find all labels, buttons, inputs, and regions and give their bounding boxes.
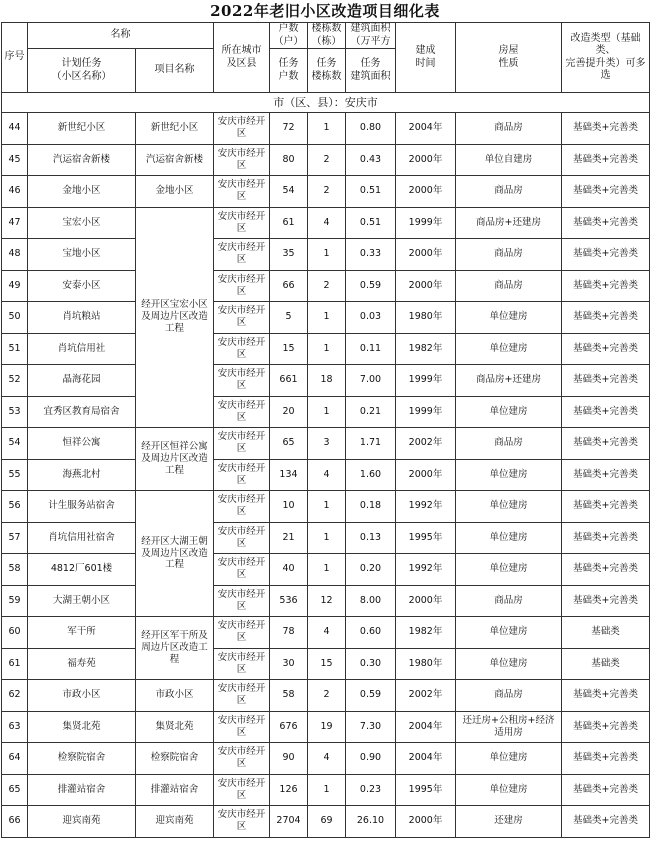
header-type: 改造类型（基础类、 完善提升类）可多选	[562, 23, 650, 93]
cell-plan-task: 排灌站宿舍	[28, 774, 136, 806]
cell-city: 安庆市经开区	[214, 207, 270, 239]
table-row	[2, 428, 650, 460]
cell-year: 1980年	[396, 302, 456, 334]
cell-nature: 单位建房	[456, 459, 562, 491]
cell-type: 基础类+完善类	[562, 774, 650, 806]
cell-project-name: 排灌站宿舍	[136, 774, 214, 806]
cell-seq: 60	[2, 617, 28, 649]
cell-year: 2004年	[396, 113, 456, 145]
cell-households: 536	[270, 585, 308, 617]
cell-year: 2000年	[396, 144, 456, 176]
cell-seq: 57	[2, 522, 28, 554]
cell-seq: 66	[2, 806, 28, 838]
cell-buildings: 2	[308, 270, 346, 302]
cell-area: 0.60	[346, 617, 396, 649]
cell-households: 2704	[270, 806, 308, 838]
cell-area: 0.30	[346, 648, 396, 680]
cell-households: 35	[270, 239, 308, 271]
cell-buildings: 4	[308, 207, 346, 239]
cell-households: 10	[270, 491, 308, 523]
cell-area: 0.90	[346, 743, 396, 775]
cell-plan-task: 金地小区	[28, 176, 136, 208]
cell-households: 78	[270, 617, 308, 649]
cell-city: 安庆市经开区	[214, 333, 270, 365]
header-seq: 序号	[2, 23, 28, 93]
cell-city: 安庆市经开区	[214, 491, 270, 523]
cell-type: 基础类+完善类	[562, 207, 650, 239]
cell-type: 基础类+完善类	[562, 428, 650, 460]
cell-area: 0.59	[346, 270, 396, 302]
cell-type: 基础类+完善类	[562, 491, 650, 523]
cell-year: 1992年	[396, 491, 456, 523]
cell-area: 0.23	[346, 774, 396, 806]
cell-plan-task: 宜秀区教育局宿舍	[28, 396, 136, 428]
table-row	[2, 491, 650, 523]
header-name: 名称	[28, 23, 214, 49]
cell-buildings: 15	[308, 648, 346, 680]
cell-nature: 商品房+还建房	[456, 207, 562, 239]
cell-seq: 61	[2, 648, 28, 680]
cell-city: 安庆市经开区	[214, 743, 270, 775]
cell-nature: 商品房	[456, 113, 562, 145]
cell-city: 安庆市经开区	[214, 113, 270, 145]
cell-project-name: 迎宾南苑	[136, 806, 214, 838]
cell-type: 基础类+完善类	[562, 396, 650, 428]
cell-buildings: 1	[308, 113, 346, 145]
cell-nature: 单位建房	[456, 396, 562, 428]
cell-type: 基础类+完善类	[562, 144, 650, 176]
cell-type: 基础类+完善类	[562, 680, 650, 712]
cell-nature: 单位自建房	[456, 144, 562, 176]
cell-seq: 64	[2, 743, 28, 775]
cell-city: 安庆市经开区	[214, 302, 270, 334]
cell-plan-task: 计生服务站宿舍	[28, 491, 136, 523]
cell-plan-task: 肖坑粮站	[28, 302, 136, 334]
cell-nature: 还迁房+公租房+经济适用房	[456, 711, 562, 743]
table-row	[2, 302, 650, 334]
cell-type: 基础类+完善类	[562, 302, 650, 334]
table-row	[2, 459, 650, 491]
cell-city: 安庆市经开区	[214, 806, 270, 838]
cell-households: 61	[270, 207, 308, 239]
cell-plan-task: 肖坑信用社宿舍	[28, 522, 136, 554]
table-row	[2, 585, 650, 617]
cell-buildings: 4	[308, 617, 346, 649]
cell-households: 15	[270, 333, 308, 365]
cell-city: 安庆市经开区	[214, 396, 270, 428]
cell-buildings: 1	[308, 522, 346, 554]
cell-city: 安庆市经开区	[214, 239, 270, 271]
cell-nature: 还建房	[456, 806, 562, 838]
cell-type: 基础类+完善类	[562, 806, 650, 838]
cell-city: 安庆市经开区	[214, 554, 270, 586]
cell-nature: 商品房	[456, 239, 562, 271]
cell-year: 1992年	[396, 554, 456, 586]
cell-city: 安庆市经开区	[214, 365, 270, 397]
cell-year: 2000年	[396, 270, 456, 302]
cell-area: 26.10	[346, 806, 396, 838]
cell-area: 7.30	[346, 711, 396, 743]
cell-nature: 单位建房	[456, 648, 562, 680]
cell-seq: 56	[2, 491, 28, 523]
cell-type: 基础类+完善类	[562, 333, 650, 365]
cell-area: 0.03	[346, 302, 396, 334]
cell-households: 30	[270, 648, 308, 680]
cell-buildings: 4	[308, 743, 346, 775]
cell-type: 基础类+完善类	[562, 522, 650, 554]
header-city: 所在城市 及区县	[214, 23, 270, 93]
cell-seq: 47	[2, 207, 28, 239]
cell-type: 基础类+完善类	[562, 743, 650, 775]
cell-city: 安庆市经开区	[214, 459, 270, 491]
cell-city: 安庆市经开区	[214, 176, 270, 208]
cell-area: 1.60	[346, 459, 396, 491]
cell-plan-task: 海燕北村	[28, 459, 136, 491]
cell-city: 安庆市经开区	[214, 585, 270, 617]
region-row: 市（区、县）：安庆市	[2, 93, 650, 113]
cell-area: 0.59	[346, 680, 396, 712]
cell-area: 1.71	[346, 428, 396, 460]
table-row	[2, 648, 650, 680]
cell-seq: 44	[2, 113, 28, 145]
cell-type: 基础类+完善类	[562, 459, 650, 491]
cell-households: 80	[270, 144, 308, 176]
cell-buildings: 1	[308, 333, 346, 365]
cell-seq: 46	[2, 176, 28, 208]
cell-area: 0.13	[346, 522, 396, 554]
cell-type: 基础类+完善类	[562, 239, 650, 271]
cell-seq: 54	[2, 428, 28, 460]
cell-households: 54	[270, 176, 308, 208]
cell-project-name: 市政小区	[136, 680, 214, 712]
table-row	[2, 113, 650, 145]
cell-households: 20	[270, 396, 308, 428]
cell-area: 8.00	[346, 585, 396, 617]
cell-households: 134	[270, 459, 308, 491]
header-buildings-top: 楼栋数 （栋）	[308, 23, 346, 49]
cell-plan-task: 宝宏小区	[28, 207, 136, 239]
cell-seq: 58	[2, 554, 28, 586]
cell-area: 0.80	[346, 113, 396, 145]
table-row	[2, 806, 650, 838]
table-row	[2, 680, 650, 712]
cell-plan-task: 汽运宿舍新楼	[28, 144, 136, 176]
cell-city: 安庆市经开区	[214, 617, 270, 649]
cell-area: 0.43	[346, 144, 396, 176]
cell-plan-task: 肖坑信用社	[28, 333, 136, 365]
cell-year: 1982年	[396, 617, 456, 649]
cell-city: 安庆市经开区	[214, 680, 270, 712]
cell-nature: 单位建房	[456, 522, 562, 554]
cell-year: 1999年	[396, 207, 456, 239]
cell-plan-task: 晶海花园	[28, 365, 136, 397]
cell-households: 676	[270, 711, 308, 743]
cell-buildings: 1	[308, 774, 346, 806]
table-row	[2, 396, 650, 428]
cell-type: 基础类+完善类	[562, 270, 650, 302]
cell-seq: 45	[2, 144, 28, 176]
cell-year: 1982年	[396, 333, 456, 365]
cell-city: 安庆市经开区	[214, 648, 270, 680]
cell-year: 2000年	[396, 585, 456, 617]
cell-plan-task: 大湖王朝小区	[28, 585, 136, 617]
header-year: 建成 时间	[396, 23, 456, 93]
cell-seq: 62	[2, 680, 28, 712]
cell-project-group: 经开区恒祥公寓及周边片区改造工程	[136, 428, 214, 491]
cell-city: 安庆市经开区	[214, 144, 270, 176]
cell-nature: 商品房	[456, 176, 562, 208]
cell-seq: 53	[2, 396, 28, 428]
cell-nature: 单位建房	[456, 743, 562, 775]
cell-households: 40	[270, 554, 308, 586]
table-row	[2, 207, 650, 239]
cell-plan-task: 迎宾南苑	[28, 806, 136, 838]
cell-seq: 51	[2, 333, 28, 365]
header-nature: 房屋 性质	[456, 23, 562, 93]
cell-year: 1995年	[396, 522, 456, 554]
header-project-name: 项目名称	[136, 49, 214, 93]
cell-nature: 商品房	[456, 585, 562, 617]
cell-type: 基础类+完善类	[562, 365, 650, 397]
cell-type: 基础类	[562, 648, 650, 680]
header-households-top: 户数 （户）	[270, 23, 308, 49]
cell-households: 90	[270, 743, 308, 775]
cell-buildings: 3	[308, 428, 346, 460]
cell-city: 安庆市经开区	[214, 428, 270, 460]
cell-year: 2004年	[396, 711, 456, 743]
cell-project-name: 检察院宿舍	[136, 743, 214, 775]
table-row	[2, 774, 650, 806]
cell-type: 基础类+完善类	[562, 113, 650, 145]
cell-buildings: 19	[308, 711, 346, 743]
cell-households: 21	[270, 522, 308, 554]
cell-year: 2002年	[396, 680, 456, 712]
table-row	[2, 365, 650, 397]
cell-seq: 65	[2, 774, 28, 806]
table-row	[2, 522, 650, 554]
cell-households: 661	[270, 365, 308, 397]
cell-plan-task: 恒祥公寓	[28, 428, 136, 460]
cell-households: 5	[270, 302, 308, 334]
table-row	[2, 270, 650, 302]
cell-plan-task: 宝地小区	[28, 239, 136, 271]
cell-project-name: 新世纪小区	[136, 113, 214, 145]
cell-households: 66	[270, 270, 308, 302]
cell-buildings: 1	[308, 491, 346, 523]
cell-area: 0.21	[346, 396, 396, 428]
table-row	[2, 144, 650, 176]
cell-year: 1999年	[396, 365, 456, 397]
cell-year: 2000年	[396, 239, 456, 271]
table-row	[2, 711, 650, 743]
header-area-sub: 任务 建筑面积	[346, 49, 396, 93]
cell-year: 2000年	[396, 176, 456, 208]
cell-nature: 单位建房	[456, 774, 562, 806]
table-row	[2, 617, 650, 649]
cell-city: 安庆市经开区	[214, 270, 270, 302]
table-row	[2, 554, 650, 586]
cell-plan-task: 4812厂601楼	[28, 554, 136, 586]
renovation-table	[1, 22, 650, 838]
cell-project-name: 金地小区	[136, 176, 214, 208]
cell-buildings: 1	[308, 396, 346, 428]
cell-buildings: 2	[308, 176, 346, 208]
cell-year: 1999年	[396, 396, 456, 428]
cell-buildings: 1	[308, 302, 346, 334]
cell-households: 72	[270, 113, 308, 145]
cell-area: 7.00	[346, 365, 396, 397]
header-households-sub: 任务户数	[270, 49, 308, 93]
cell-buildings: 69	[308, 806, 346, 838]
cell-year: 2000年	[396, 459, 456, 491]
cell-seq: 55	[2, 459, 28, 491]
cell-plan-task: 集贤北苑	[28, 711, 136, 743]
cell-households: 58	[270, 680, 308, 712]
cell-year: 2002年	[396, 428, 456, 460]
cell-households: 65	[270, 428, 308, 460]
cell-year: 1995年	[396, 774, 456, 806]
cell-buildings: 2	[308, 680, 346, 712]
cell-plan-task: 市政小区	[28, 680, 136, 712]
cell-plan-task: 安泰小区	[28, 270, 136, 302]
cell-plan-task: 军干所	[28, 617, 136, 649]
cell-buildings: 18	[308, 365, 346, 397]
cell-city: 安庆市经开区	[214, 522, 270, 554]
cell-project-group: 经开区大湖王朝及周边片区改造工程	[136, 491, 214, 617]
cell-project-name: 汽运宿舍新楼	[136, 144, 214, 176]
table-row	[2, 176, 650, 208]
cell-seq: 48	[2, 239, 28, 271]
cell-area: 0.20	[346, 554, 396, 586]
cell-city: 安庆市经开区	[214, 711, 270, 743]
cell-seq: 49	[2, 270, 28, 302]
cell-nature: 单位建房	[456, 333, 562, 365]
cell-buildings: 1	[308, 554, 346, 586]
cell-buildings: 4	[308, 459, 346, 491]
cell-year: 2000年	[396, 806, 456, 838]
header-buildings-sub: 任务 楼栋数	[308, 49, 346, 93]
cell-seq: 63	[2, 711, 28, 743]
cell-area: 0.18	[346, 491, 396, 523]
cell-year: 1980年	[396, 648, 456, 680]
cell-plan-task: 新世纪小区	[28, 113, 136, 145]
cell-project-name: 集贤北苑	[136, 711, 214, 743]
cell-nature: 单位建房	[456, 302, 562, 334]
cell-project-group: 经开区宝宏小区及周边片区改造工程	[136, 207, 214, 428]
cell-plan-task: 检察院宿舍	[28, 743, 136, 775]
cell-nature: 商品房	[456, 270, 562, 302]
cell-seq: 50	[2, 302, 28, 334]
cell-year: 2004年	[396, 743, 456, 775]
cell-nature: 单位建房	[456, 491, 562, 523]
cell-nature: 单位建房	[456, 554, 562, 586]
table-row	[2, 239, 650, 271]
cell-type: 基础类+完善类	[562, 585, 650, 617]
table-row	[2, 333, 650, 365]
cell-buildings: 12	[308, 585, 346, 617]
cell-buildings: 1	[308, 239, 346, 271]
cell-type: 基础类+完善类	[562, 554, 650, 586]
cell-nature: 商品房	[456, 680, 562, 712]
cell-city: 安庆市经开区	[214, 774, 270, 806]
cell-plan-task: 福寿苑	[28, 648, 136, 680]
cell-buildings: 2	[308, 144, 346, 176]
header-plan-task: 计划任务 （小区名称）	[28, 49, 136, 93]
cell-nature: 单位建房	[456, 617, 562, 649]
cell-households: 126	[270, 774, 308, 806]
cell-area: 0.33	[346, 239, 396, 271]
cell-area: 0.51	[346, 207, 396, 239]
document-title: 2022年老旧小区改造项目细化表	[210, 2, 440, 20]
cell-type: 基础类	[562, 617, 650, 649]
cell-type: 基础类+完善类	[562, 176, 650, 208]
cell-nature: 商品房+还建房	[456, 365, 562, 397]
cell-project-group: 经开区军干所及周边片区改造工程	[136, 617, 214, 680]
cell-seq: 59	[2, 585, 28, 617]
cell-type: 基础类+完善类	[562, 711, 650, 743]
cell-seq: 52	[2, 365, 28, 397]
cell-nature: 商品房	[456, 428, 562, 460]
header-area-top: 建筑面积 （万平方	[346, 23, 396, 49]
table-row	[2, 743, 650, 775]
cell-area: 0.51	[346, 176, 396, 208]
cell-area: 0.11	[346, 333, 396, 365]
